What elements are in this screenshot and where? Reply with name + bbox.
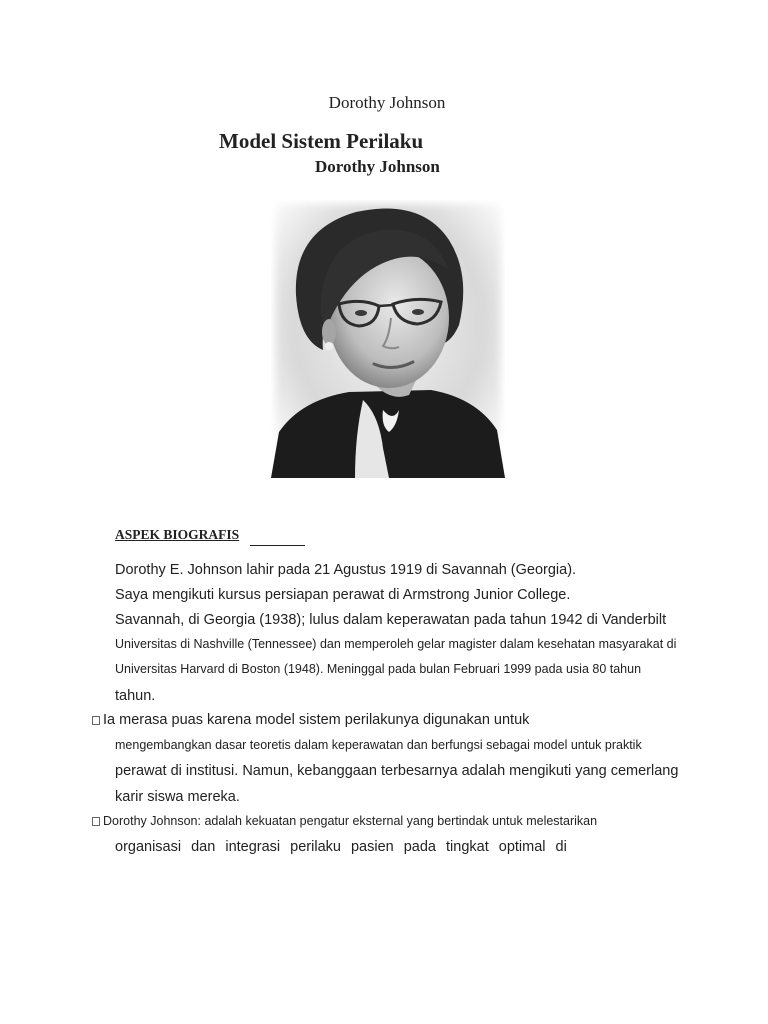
bullet-line: mengembangkan dasar teoretis dalam keperawatan dan berfungsi sebagai model untuk praktik [115,738,642,752]
bullet-box-icon [92,716,100,725]
heading-underline [250,545,305,546]
document-title: Model Sistem Perilaku [219,129,424,153]
paragraph-line: Saya mengikuti kursus persiapan perawat di Armstrong Junior College. [115,587,571,603]
bullet-item [92,814,597,828]
paragraph-line: tahun. [115,688,156,704]
bullet-line: Ia merasa puas karena model sistem perilakunya digunakan untuk [103,712,530,728]
header-name: Dorothy Johnson [328,93,446,112]
document-subtitle: Dorothy Johnson [315,157,440,176]
portrait-photo [271,200,505,478]
paragraph-line: Dorothy E. Johnson lahir pada 21 Agustus 1919 di Savannah (Georgia). [115,562,577,578]
section-heading: ASPEK BIOGRAFIS [115,527,240,542]
bullet-item [92,712,529,728]
paragraph-line: Universitas di Nashville (Tennessee) dan memperoleh gelar magister dalam kesehatan masyarakat di [115,637,677,651]
bullet-box-icon [92,817,100,826]
paragraph-line: Universitas Harvard di Boston (1948). Meninggal pada bulan Februari 1999 pada usia 80 tahun [115,662,642,676]
paragraph-line: Savannah, di Georgia (1938); lulus dalam keperawatan pada tahun 1942 di Vanderbilt [115,612,667,628]
bullet-line: organisasi dan integrasi perilaku pasien pada tingkat optimal di [115,839,567,855]
bullet-line: perawat di institusi. Namun, kebanggaan terbesarnya adalah mengikuti yang cemerlang [115,763,679,779]
bullet-line: Dorothy Johnson: adalah kekuatan pengatur eksternal yang bertindak untuk melestarikan [103,814,598,828]
bullet-line: karir siswa mereka. [115,789,240,805]
